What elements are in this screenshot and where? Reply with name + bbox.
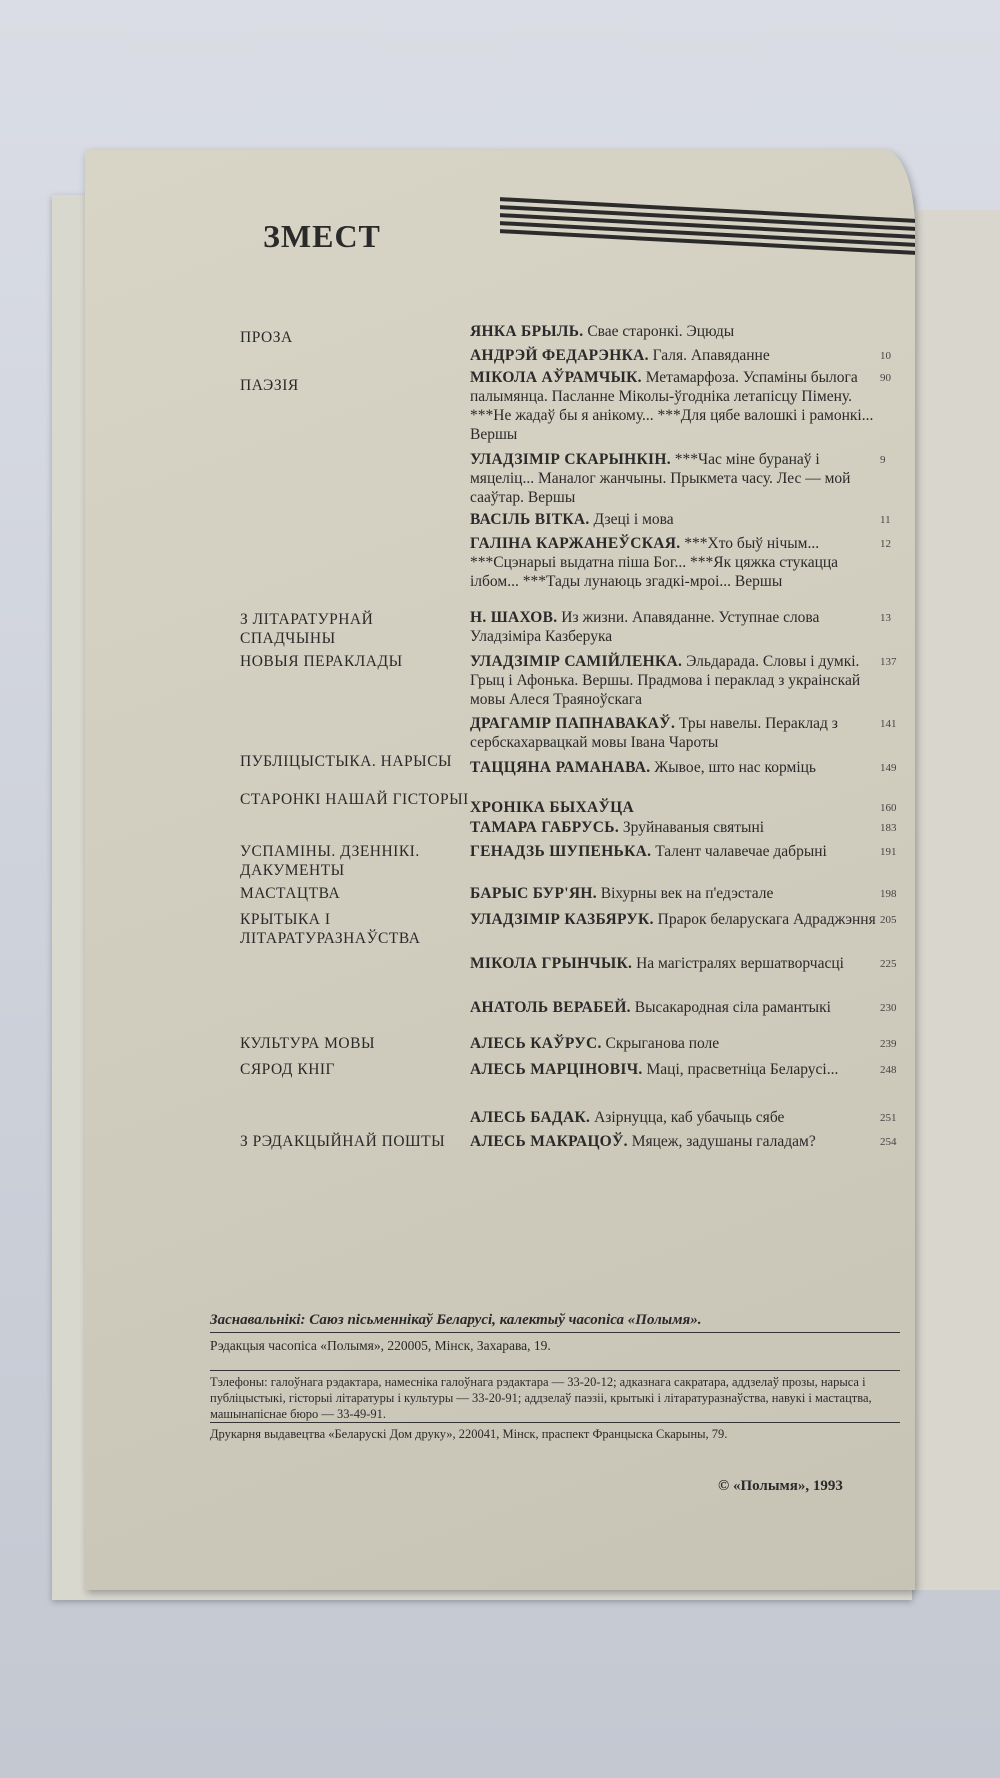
entry-author: ВАСІЛЬ ВІТКА. (470, 511, 590, 528)
founders-line: Заснавальнікі: Саюз пісьменнікаў Беларусі, калектыў часопіса «Полымя». (210, 1312, 900, 1333)
page-number: 198 (880, 888, 897, 900)
entry-title: Віхурны век на п'едэстале (596, 885, 774, 902)
entry-title: Маці, прасветніца Беларусі... (642, 1061, 839, 1078)
toc-entry (470, 534, 880, 591)
section-label: ПУБЛІЦЫСТЫКА. НАРЫСЫ (240, 753, 453, 770)
entry-title: Азірнуцца, каб убачыць сябе (590, 1109, 785, 1126)
page-number: 183 (880, 822, 897, 834)
toc-entry (470, 1132, 880, 1151)
phones-block: Тэлефоны: галоўнага рэдактара, намесніка галоўнага рэдактара — 33-20-12; адказнага сакратара, аддзелаў прозы, нарыса і публіцыстыкі, гісторыі літаратуры і культуры — 33-20-91; аддзелаў паэзіі, крытыкі і літаратуразнаўства, навукі і мастацтва, машынапіснае бюро — 33-49-91. (210, 1370, 900, 1422)
toc-entry (470, 818, 880, 837)
entry-author: АЛЕСЬ МАРЦІНОВІЧ. (470, 1061, 643, 1078)
entry-title: Высакародная сіла рамантыкі (630, 999, 831, 1016)
section-label: НОВЫЯ ПЕРАКЛАДЫ (240, 653, 403, 670)
entry-title: Жывое, што нас корміць (650, 759, 816, 776)
entry-author: АЛЕСЬ БАДАК. (470, 1109, 591, 1126)
toc-entry (470, 798, 880, 817)
section-label: З РЭДАКЦЫЙНАЙ ПОШТЫ (240, 1133, 446, 1150)
page-number: 10 (880, 350, 891, 362)
toc-entry (470, 368, 880, 444)
toc-entry (470, 954, 880, 973)
toc-entry (470, 1060, 880, 1079)
entry-title: Метамарфоза. Успаміны былога палымянца. Пасланне Міколы-ўгодніка летапісцу Пімену. ***Не жадаў бы я анікому... ***Для цябе валошкі і рамонкі... Вершы (470, 369, 874, 443)
entry-author: АНДРЭЙ ФЕДАРЭНКА. (470, 347, 649, 364)
section-label: МАСТАЦТВА (240, 885, 341, 902)
toc-entry (470, 652, 880, 709)
page-number: 137 (880, 656, 897, 668)
page-title: ЗМЕСТ (263, 218, 381, 254)
section-label: СТАРОНКІ НАШАЙ ГІСТОРЫІ (240, 791, 469, 808)
printer-line: Друкарня выдавецтва «Беларускі Дом друку», 220041, Мінск, праспект Францыска Скарыны, 79. (210, 1422, 900, 1442)
entry-title: Талент чалавечае дабрыні (651, 843, 827, 860)
entry-title: Прарок беларускага Адраджэння (653, 911, 876, 928)
copyright: © «Полымя», 1993 (718, 1478, 843, 1494)
toc-entry (470, 322, 880, 341)
toc-entry (470, 1108, 880, 1127)
entry-author: ГЕНАДЗЬ ШУПЕНЬКА. (470, 843, 652, 860)
entry-author: АНАТОЛЬ ВЕРАБЕЙ. (470, 999, 631, 1016)
entry-title: ***Час міне буранаў і мяцеліц... Маналог жанчыны. Прыкмета часу. Лес — мой сааўтар. Вершы (470, 451, 851, 506)
entry-title: ***Хто быў нічым... ***Сцэнарыі выдатна піша Бог... ***Як цяжка стукацца ілбом... ***Тады лунаюць згадкі-мроі... Вершы (470, 535, 839, 590)
entry-author: ЯНКА БРЫЛЬ. (470, 323, 584, 340)
entry-title: Мяцеж, задушаны галадам? (627, 1133, 816, 1150)
entry-author: МІКОЛА АЎРАМЧЫК. (470, 369, 642, 386)
entry-author: УЛАДЗІМІР СКАРЫНКІН. (470, 451, 671, 468)
section-label: КУЛЬТУРА МОВЫ (240, 1035, 375, 1052)
page-number: 9 (880, 454, 886, 466)
toc-entry (470, 884, 880, 903)
entry-author: БАРЫС БУР'ЯН. (470, 885, 597, 902)
entry-author: АЛЕСЬ МАКРАЦОЎ. (470, 1133, 628, 1150)
page-number: 13 (880, 612, 891, 624)
entry-title: Свае старонкі. Эцюды (583, 323, 735, 340)
toc-entry (470, 608, 880, 646)
page-number: 205 (880, 914, 897, 926)
entry-title: Эльдарада. Словы і думкі. Грыц і Афонька. Вершы. Прадмова і пераклад з украінскай мовы Алеся Траяноўскага (470, 653, 861, 708)
decorative-stripes (500, 208, 915, 258)
page-number: 230 (880, 1002, 897, 1014)
entry-title: Скрыганова поле (601, 1035, 720, 1052)
address-line: Рэдакцыя часопіса «Полымя», 220005, Мінск, Захарава, 19. (210, 1338, 551, 1353)
page-number: 251 (880, 1112, 897, 1124)
section-label: З ЛІТАРАТУРНАЙ СПАДЧЫНЫ (240, 611, 374, 647)
toc-entry (470, 714, 880, 752)
entry-author: ГАЛІНА КАРЖАНЕЎСКАЯ. (470, 535, 681, 552)
page-number: 160 (880, 802, 897, 814)
toc-entry (470, 510, 880, 529)
page-number: 90 (880, 372, 891, 384)
right-page-fragment (905, 210, 1000, 1590)
page-number: 12 (880, 538, 891, 550)
page-number: 239 (880, 1038, 897, 1050)
entry-author: ТАЦЦЯНА РАМАНАВА. (470, 759, 651, 776)
toc-entry (470, 450, 880, 507)
entry-title: Дзеці і мова (589, 511, 674, 528)
page-number: 191 (880, 846, 897, 858)
page-number: 141 (880, 718, 897, 730)
section-label: УСПАМІНЫ. ДЗЕННІКІ. ДАКУМЕНТЫ (240, 843, 420, 879)
entry-title: На магістралях вершатворчасці (632, 955, 844, 972)
page-number: 11 (880, 514, 891, 526)
section-label: ПАЭЗІЯ (240, 377, 299, 394)
toc-entry (470, 910, 880, 929)
entry-title: Галя. Апавяданне (648, 347, 770, 364)
toc-entry (470, 346, 880, 365)
entry-title: Из жизни. Апавяданне. Уступнае слова Уладзіміра Казберука (470, 609, 820, 645)
entry-title: Тры навелы. Пераклад з сербскахарвацкай мовы Івана Чароты (470, 715, 838, 751)
page-number: 149 (880, 762, 897, 774)
entry-author: УЛАДЗІМІР КАЗБЯРУК. (470, 911, 654, 928)
entry-author: УЛАДЗІМІР САМІЙЛЕНКА. (470, 653, 683, 670)
entry-author: АЛЕСЬ КАЎРУС. (470, 1035, 602, 1052)
section-label: КРЫТЫКА І ЛІТАРАТУРАЗНАЎСТВА (240, 911, 421, 947)
toc-entry (470, 842, 880, 861)
section-label: СЯРОД КНІГ (240, 1061, 336, 1078)
toc-entry (470, 998, 880, 1017)
entry-author: Н. ШАХОВ. (470, 609, 558, 626)
entry-author: ДРАГАМІР ПАПНАВАКАЎ. (470, 715, 676, 732)
entry-author: МІКОЛА ГРЫНЧЫК. (470, 955, 633, 972)
toc-entry (470, 1034, 880, 1053)
page-number: 254 (880, 1136, 897, 1148)
entry-author: ХРОНІКА БЫХАЎЦА (470, 799, 635, 816)
page-number: 225 (880, 958, 897, 970)
entry-author: ТАМАРА ГАБРУСЬ. (470, 819, 620, 836)
section-label: ПРОЗА (240, 329, 293, 346)
entry-title: Зруйнаваныя святыні (619, 819, 765, 836)
toc-entry (470, 758, 880, 777)
page-number: 248 (880, 1064, 897, 1076)
